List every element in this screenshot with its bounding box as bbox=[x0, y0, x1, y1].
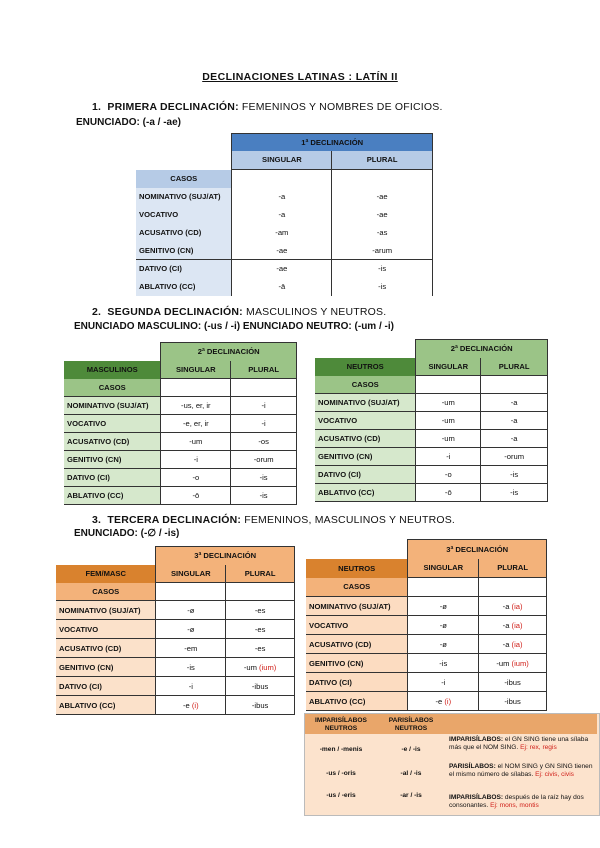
table-row: NOMINATIVO (SUJ/AT) -us, er, ir -i bbox=[64, 397, 297, 415]
note-text: IMPARISÍLABOS: después de la raíz hay dos consonantes. Ej: mons, montis bbox=[449, 794, 584, 809]
note-pair-a: -us / -oris bbox=[326, 770, 356, 777]
section2-enunciado: ENUNCIADO MASCULINO: (-us / -i) ENUNCIADO NEUTRO: (-um / -i) bbox=[74, 321, 394, 332]
imparisilabos-header: IMPARISÍLABOS NEUTROS bbox=[315, 717, 367, 732]
table-row: GENITIVO (CN) -is -um (ium) bbox=[306, 654, 547, 673]
plural-header: PLURAL bbox=[226, 565, 295, 583]
section3-heading-rest: FEMENINOS, MASCULINOS Y NEUTROS. bbox=[241, 514, 456, 526]
table-row: VOCATIVO -ø -a (ia) bbox=[306, 616, 547, 635]
section2-heading bbox=[92, 306, 386, 318]
parisilabos-header: PARISÍLABOS NEUTROS bbox=[388, 717, 434, 732]
table-row: ABLATIVO (CC) -e (i) -ibus bbox=[306, 692, 547, 711]
plural-header: PLURAL bbox=[481, 358, 548, 376]
cases-header: CASOS bbox=[64, 379, 161, 397]
plural-header: PLURAL bbox=[479, 559, 547, 578]
declension-header: 2ª DECLINACIÓN bbox=[161, 343, 297, 361]
table-row: ABLATIVO (CC) -ō -is bbox=[315, 484, 548, 502]
cases-header: CASOS bbox=[56, 583, 156, 601]
note-pair-b: -al / -is bbox=[400, 770, 422, 777]
table-row: ABLATIVO (CC) -ō -is bbox=[64, 487, 297, 505]
table-row: VOCATIVO -e, er, ir -i bbox=[64, 415, 297, 433]
table-row: DATIVO (CI) -ae -is bbox=[136, 260, 433, 278]
table-row: VOCATIVO -um -a bbox=[315, 412, 548, 430]
table-first-declension bbox=[136, 133, 433, 296]
singular-header: SINGULAR bbox=[416, 358, 481, 376]
corner-header: FEM/MASC bbox=[56, 565, 156, 583]
note-text: PARISÍLABOS: el NOM SING y GN SING tienen el mismo número de sílabas. Ej: civis, civis bbox=[449, 763, 593, 778]
table-row: ACUSATIVO (CD) -ø -a (ia) bbox=[306, 635, 547, 654]
table-row: DATIVO (CI) -i -ibus bbox=[306, 673, 547, 692]
table-row: NOMINATIVO (SUJ/AT) -a -ae bbox=[136, 188, 433, 206]
section1-enunciado: ENUNCIADO: (-a / -ae) bbox=[76, 117, 182, 128]
note-pair-b: -ar / -is bbox=[400, 792, 422, 799]
plural-header: PLURAL bbox=[332, 151, 433, 170]
note-text: IMPARISÍLABOS: el GN SING tiene una sílaba más que el NOM SING. Ej: rex, regis bbox=[449, 736, 589, 751]
declension-header: 1ª DECLINACIÓN bbox=[232, 134, 433, 151]
cases-header: CASOS bbox=[136, 170, 232, 188]
section2-heading-bold: SEGUNDA DECLINACIÓN: bbox=[107, 306, 243, 318]
table-row: ACUSATIVO (CD) -um -os bbox=[64, 433, 297, 451]
table-row: GENITIVO (CN) -ae -arum bbox=[136, 242, 433, 260]
table-row: VOCATIVO -ø -es bbox=[56, 620, 295, 639]
section3-heading-bold: TERCERA DECLINACIÓN: bbox=[107, 514, 242, 526]
table-row: VOCATIVO -a -ae bbox=[136, 206, 433, 224]
cases-header: CASOS bbox=[306, 578, 408, 597]
table-row: DATIVO (CI) -o -is bbox=[315, 466, 548, 484]
page-title: DECLINACIONES LATINAS : LATÍN II bbox=[202, 71, 398, 83]
table-row: GENITIVO (CN) -i -orum bbox=[64, 451, 297, 469]
section1-heading bbox=[92, 101, 443, 113]
note-pair-a: -men / -menis bbox=[319, 746, 363, 753]
syllable-notes-box bbox=[304, 713, 600, 816]
table-row: GENITIVO (CN) -i -orum bbox=[315, 448, 548, 466]
cases-header: CASOS bbox=[315, 376, 416, 394]
section1-number: 1. bbox=[92, 101, 102, 113]
section1-heading-rest: FEMENINOS Y NOMBRES DE OFICIOS. bbox=[238, 101, 443, 113]
section2-number: 2. bbox=[92, 306, 102, 318]
singular-header: SINGULAR bbox=[156, 565, 226, 583]
corner-header: NEUTROS bbox=[315, 358, 416, 376]
singular-header: SINGULAR bbox=[161, 361, 231, 379]
section3-enunciado: ENUNCIADO: (-∅ / -is) bbox=[74, 528, 180, 539]
note-pair-a: -us / -eris bbox=[326, 792, 356, 799]
table-row: ACUSATIVO (CD) -am -as bbox=[136, 224, 433, 242]
table-row: NOMINATIVO (SUJ/AT) -um -a bbox=[315, 394, 548, 412]
table-third-declension-neut bbox=[306, 539, 547, 711]
table-row: DATIVO (CI) -o -is bbox=[64, 469, 297, 487]
table-row: ABLATIVO (CC) -ā -is bbox=[136, 278, 433, 296]
declension-header: 2ª DECLINACIÓN bbox=[416, 340, 548, 358]
declension-header: 3ª DECLINACIÓN bbox=[408, 540, 547, 559]
section1-heading-bold: PRIMERA DECLINACIÓN: bbox=[107, 101, 239, 113]
note-pair-b: -e / -is bbox=[401, 746, 421, 753]
table-row: NOMINATIVO (SUJ/AT) -ø -es bbox=[56, 601, 295, 620]
singular-header: SINGULAR bbox=[232, 151, 332, 170]
section2-heading-rest: MASCULINOS Y NEUTROS. bbox=[242, 306, 387, 318]
declension-header: 3ª DECLINACIÓN bbox=[156, 547, 295, 565]
corner-header: MASCULINOS bbox=[64, 361, 161, 379]
corner-header: NEUTROS bbox=[306, 559, 408, 578]
table-row: NOMINATIVO (SUJ/AT) -ø -a (ia) bbox=[306, 597, 547, 616]
section3-heading bbox=[92, 514, 455, 526]
table-row: ACUSATIVO (CD) -em -es bbox=[56, 639, 295, 658]
table-second-declension-masc bbox=[64, 342, 297, 505]
plural-header: PLURAL bbox=[231, 361, 297, 379]
table-row: ACUSATIVO (CD) -um -a bbox=[315, 430, 548, 448]
table-row: DATIVO (CI) -i -ibus bbox=[56, 677, 295, 696]
table-row: GENITIVO (CN) -is -um (ium) bbox=[56, 658, 295, 677]
table-row: ABLATIVO (CC) -e (i) -ibus bbox=[56, 696, 295, 715]
singular-header: SINGULAR bbox=[408, 559, 479, 578]
table-third-declension-fem bbox=[56, 546, 295, 715]
section3-number: 3. bbox=[92, 514, 102, 526]
table-second-declension-neut bbox=[315, 339, 548, 502]
